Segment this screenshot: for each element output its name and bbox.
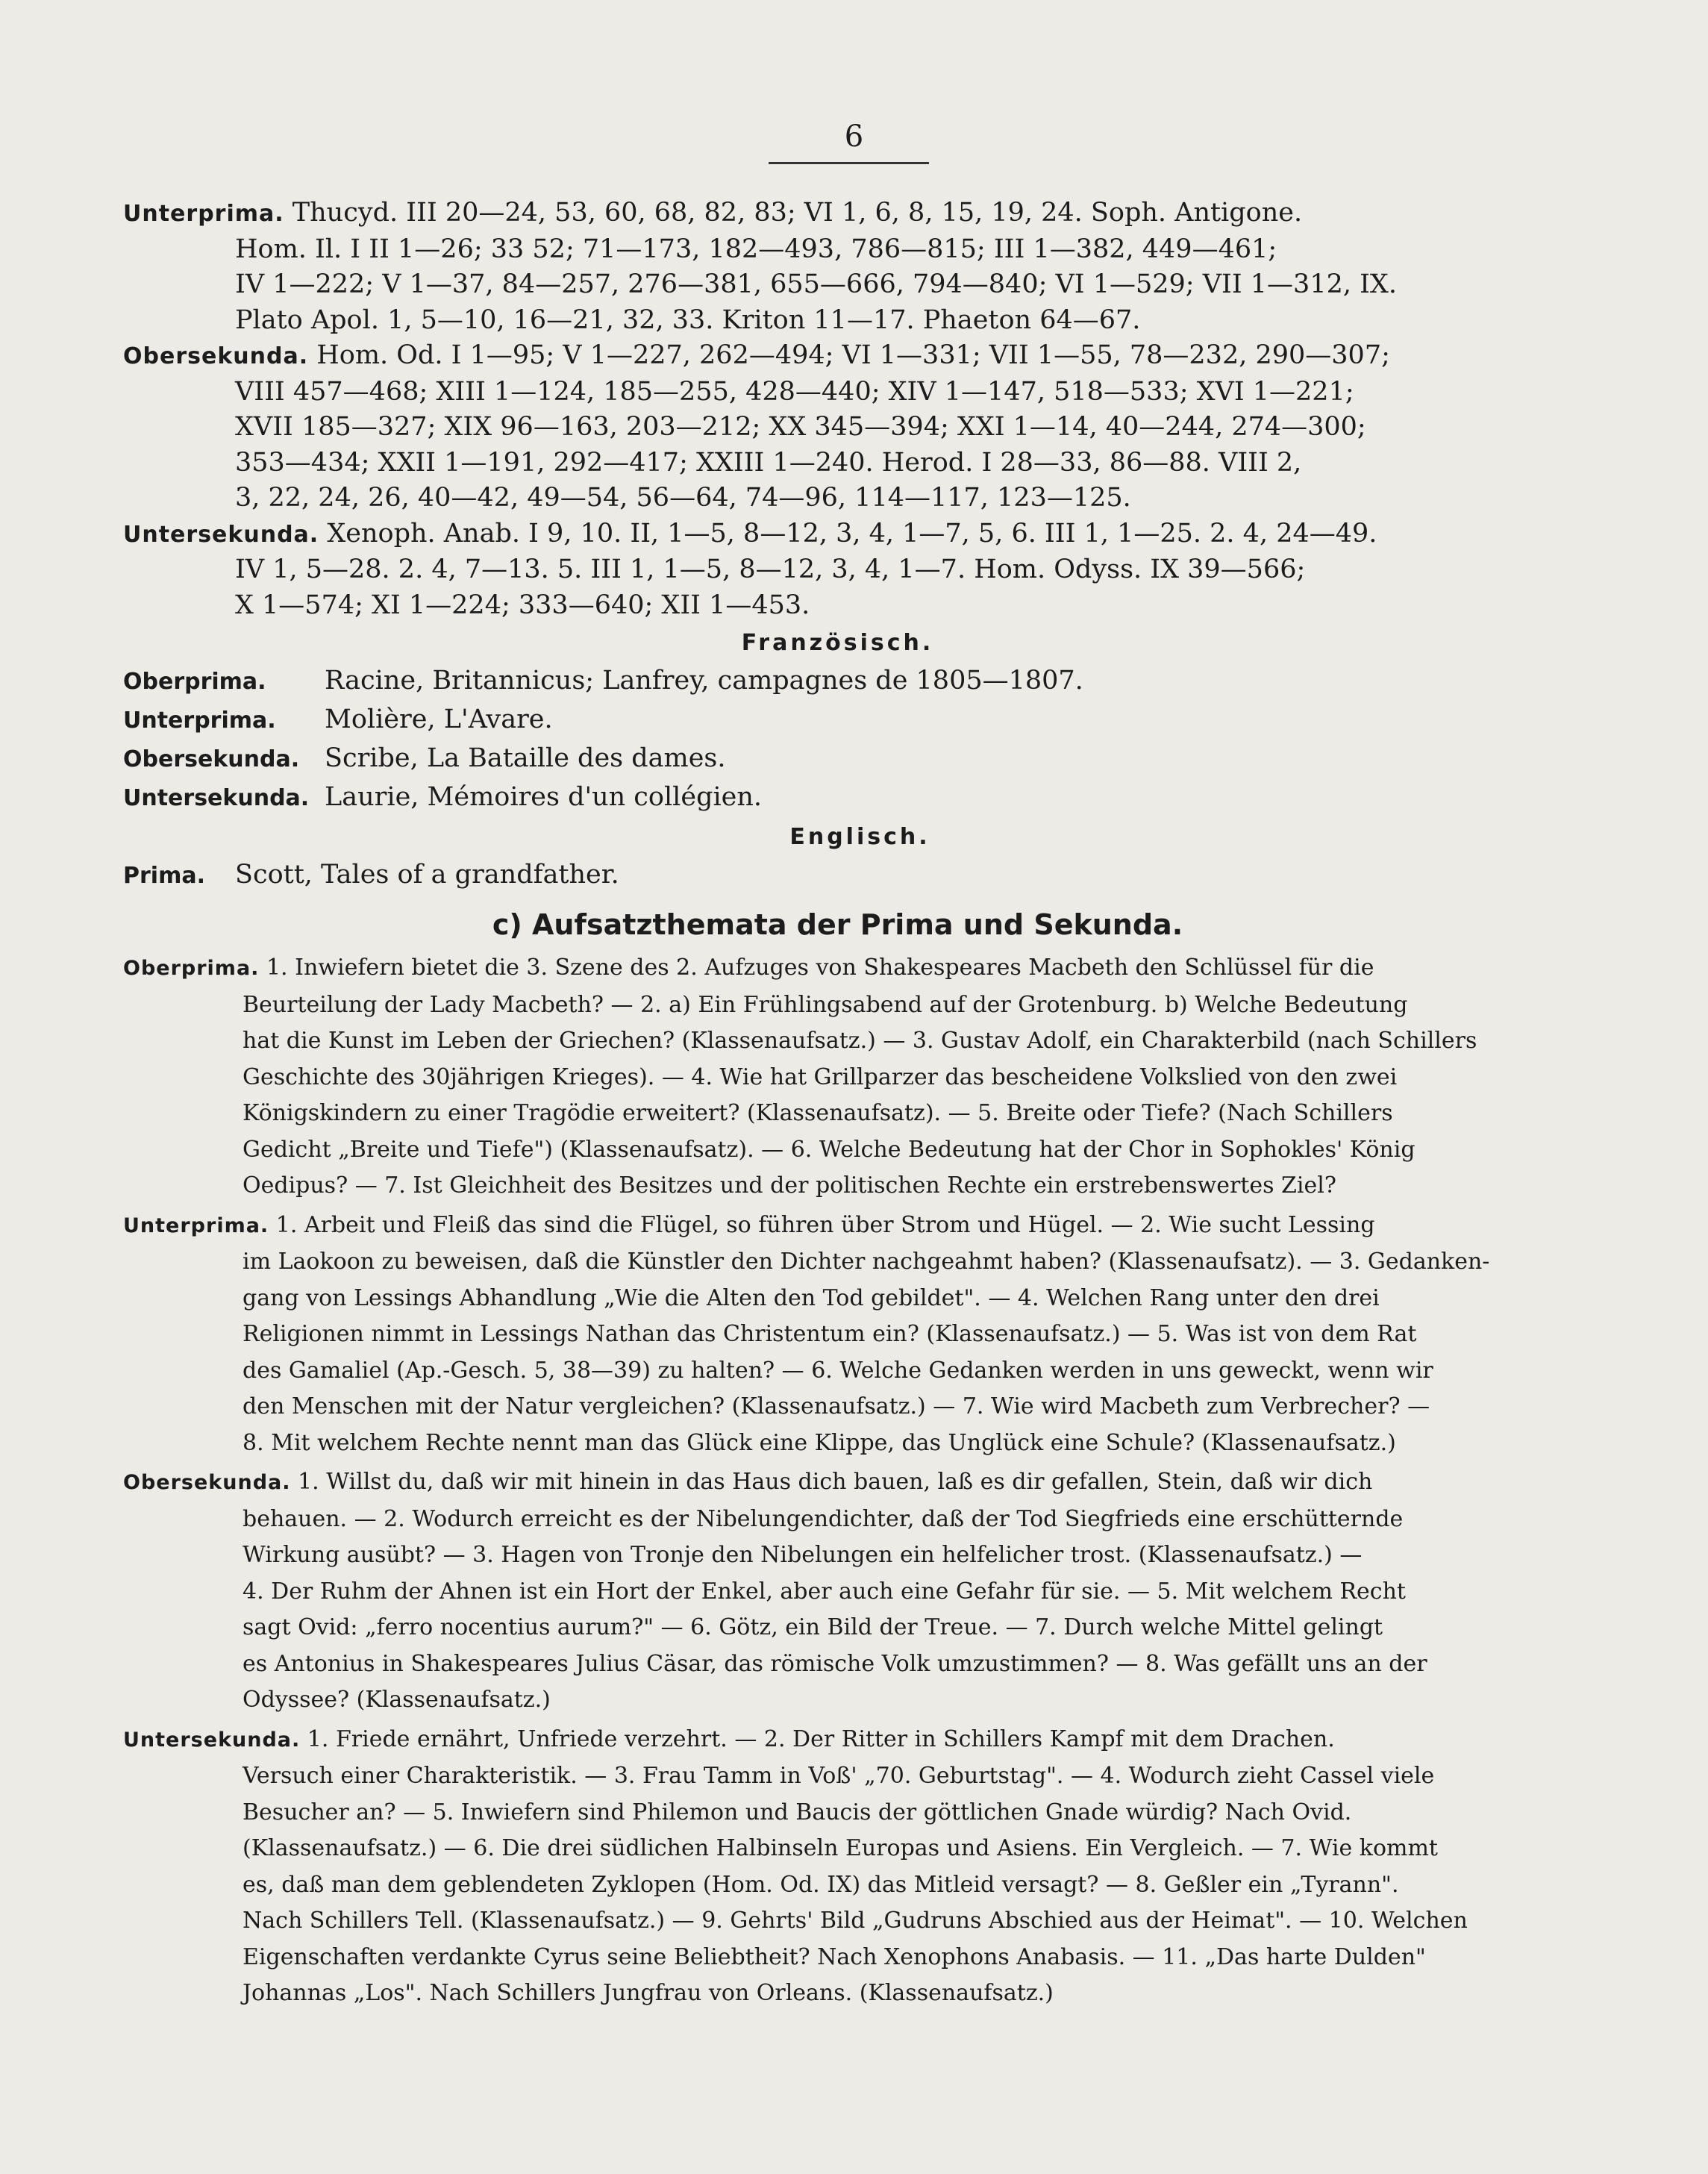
essay-line: des Gamaliel (Ap.-Gesch. 5, 38—39) zu halten? — 6. Welche Gedanken werden in uns geweckt, wenn wir xyxy=(243,1357,1433,1384)
essay-entry xyxy=(123,1464,1552,1719)
class-label: Oberprima. xyxy=(123,669,266,695)
reading-text: Laurie, Mémoires d'un collégien. xyxy=(325,782,763,812)
essay-line: Beurteilung der Lady Macbeth? — 2. a) Ein Frühlingsabend auf der Grotenburg. b) Welche Bedeutung xyxy=(243,991,1408,1018)
reading-text: X 1—574; XI 1—224; 333—640; XII 1—453. xyxy=(235,590,810,620)
greek-readings xyxy=(123,196,1552,623)
essay-line: den Menschen mit der Natur vergleichen? (Klassenaufsatz.) — 7. Wie wird Macbeth zum Verbrecher? — xyxy=(243,1393,1430,1419)
essay-line: im Laokoon zu beweisen, daß die Künstler den Dichter nachgeahmt haben? (Klassenaufsatz). — 3. Gedanken- xyxy=(243,1249,1490,1275)
reading-text: Molière, L'Avare. xyxy=(325,705,553,734)
essay-text: 1. Willst du, daß wir mit hinein in das Haus dich bauen, laß es dir gefallen, Stein, daß wir dich xyxy=(290,1469,1373,1495)
essay-entry xyxy=(123,1722,1552,2012)
essay-line: Versuch einer Charakteristik. — 3. Frau Tamm in Voß' „70. Geburtstag". — 4. Wodurch zieht Cassel viele xyxy=(243,1763,1435,1789)
essay-line xyxy=(123,1722,1552,1759)
essay-line: Nach Schillers Tell. (Klassenaufsatz.) — 9. Gehrts' Bild „Gudruns Abschied aus der Heimat". — 10. Welchen xyxy=(243,1908,1468,1934)
french-item xyxy=(123,701,1552,740)
essay-line: 8. Mit welchem Rechte nennt man das Glück eine Klippe, das Unglück eine Schule? (Klassenaufsatz.) xyxy=(243,1429,1396,1456)
reading-text: XVII 185—327; XIX 96—163, 203—212; XX 345—394; XXI 1—14, 40—244, 274—300; xyxy=(235,412,1366,442)
essay-line xyxy=(123,1208,1552,1245)
class-label: Unterprima. xyxy=(123,1213,269,1237)
class-label: Obersekunda. xyxy=(123,1471,291,1494)
essay-line: Königskindern zu einer Tragödie erweitert? (Klassenaufsatz). — 5. Breite oder Tiefe? (Nach Schillers xyxy=(243,1100,1393,1126)
class-label: Untersekunda. xyxy=(123,521,319,548)
essay-line: behauen. — 2. Wodurch erreicht es der Nibelungendichter, daß der Tod Siegfrieds eine erschütternde xyxy=(243,1505,1404,1532)
reading-text: Hom. Od. I 1—95; V 1—227, 262—494; VI 1—331; VII 1—55, 78—232, 290—307; xyxy=(316,340,1390,370)
essay-line: gang von Lessings Abhandlung „Wie die Alten den Tod gebildet". — 4. Welchen Rang unter den drei xyxy=(243,1284,1380,1311)
english-heading: Englisch. xyxy=(789,824,930,850)
essay-line: sagt Ovid: „ferro nocentius aurum?" — 6. Götz, ein Bild der Treue. — 7. Durch welche Mittel gelingt xyxy=(243,1614,1383,1640)
essay-line: Odyssee? (Klassenaufsatz.) xyxy=(243,1687,551,1713)
essay-line: Besucher an? — 5. Inwiefern sind Philemon und Baucis der göttlichen Gnade würdig? Nach Ovid. xyxy=(243,1799,1352,1825)
french-heading: Französisch. xyxy=(741,630,934,656)
reading-text: Scribe, La Bataille des dames. xyxy=(325,743,726,773)
essay-line: Geschichte des 30jährigen Krieges). — 4. Wie hat Grillparzer das bescheidene Volkslied von den zwei xyxy=(243,1063,1398,1090)
essay-line: Eigenschaften verdankte Cyrus seine Beliebtheit? Nach Xenophons Anabasis. — 11. „Das harte Dulden" xyxy=(243,1943,1426,1970)
reading-entry xyxy=(123,196,1552,338)
essay-entry xyxy=(123,950,1552,1205)
reading-text: IV 1—222; V 1—37, 84—257, 276—381, 655—666, 794—840; VI 1—529; VII 1—312, IX. xyxy=(235,269,1397,299)
french-item xyxy=(123,662,1552,701)
class-label: Prima. xyxy=(123,863,205,889)
essay-text: 1. Inwiefern bietet die 3. Szene des 2. Aufzuges von Shakespeares Macbeth den Schlüssel für die xyxy=(259,955,1374,981)
essay-line: (Klassenaufsatz.) — 6. Die drei südlichen Halbinseln Europas und Asiens. Ein Vergleich. — 7. Wie kommt xyxy=(243,1835,1438,1861)
reading-text: VIII 457—468; XIII 1—124, 185—255, 428—440; XIV 1—147, 518—533; XVI 1—221; xyxy=(235,376,1354,407)
essay-line xyxy=(123,1464,1552,1502)
reading-text: 3, 22, 24, 26, 40—42, 49—54, 56—64, 74—96, 114—117, 123—125. xyxy=(235,483,1131,513)
class-label: Obersekunda. xyxy=(123,746,300,772)
english-item xyxy=(123,856,1552,895)
essay-text: 1. Friede ernährt, Unfriede verzehrt. — 2. Der Ritter in Schillers Kampf mit dem Drachen. xyxy=(300,1725,1335,1752)
class-label: Unterprima. xyxy=(123,201,284,227)
essays-section-title: c) Aufsatzthemata der Prima und Sekunda. xyxy=(492,908,1183,941)
reading-entry xyxy=(123,338,1552,516)
essay-text: 1. Arbeit und Fleiß das sind die Flügel, so führen über Strom und Hügel. — 2. Wie sucht Lessing xyxy=(269,1211,1375,1238)
reading-text: IV 1, 5—28. 2. 4, 7—13. 5. III 1, 1—5, 8—12, 3, 4, 1—7. Hom. Odyss. IX 39—566; xyxy=(235,555,1306,584)
reading-text: Racine, Britannicus; Lanfrey, campagnes de 1805—1807. xyxy=(325,666,1083,696)
page-content xyxy=(123,196,1552,2015)
essay-line: Gedicht „Breite und Tiefe") (Klassenaufsatz). — 6. Welche Bedeutung hat der Chor in Sophokles' König xyxy=(243,1136,1415,1163)
reading-entry xyxy=(123,516,1552,624)
class-label: Unterprima. xyxy=(123,708,276,734)
reading-text: 353—434; XXII 1—191, 292—417; XXIII 1—240. Herod. I 28—33, 86—88. VIII 2, xyxy=(235,447,1302,478)
french-readings xyxy=(123,625,1552,817)
class-label: Oberprima. xyxy=(123,957,260,980)
essay-line: hat die Kunst im Leben der Griechen? (Klassenaufsatz.) — 3. Gustav Adolf, ein Charakterbild (nach Schillers xyxy=(243,1028,1477,1054)
essay-line: Johannas „Los". Nach Schillers Jungfrau von Orleans. (Klassenaufsatz.) xyxy=(243,1980,1054,2006)
essay-line: 4. Der Ruhm der Ahnen ist ein Hort der Enkel, aber auch eine Gefahr für sie. — 5. Mit welchem Recht xyxy=(243,1578,1406,1605)
essay-entry xyxy=(123,1208,1552,1462)
reading-text: Thucyd. III 20—24, 53, 60, 68, 82, 83; VI 1, 6, 8, 15, 19, 24. Soph. Antigone. xyxy=(292,198,1303,228)
class-label: Untersekunda. xyxy=(123,1728,301,1752)
reading-text: Hom. Il. I II 1—26; 33 52; 71—173, 182—493, 786—815; III 1—382, 449—461; xyxy=(235,234,1277,264)
french-item xyxy=(123,778,1552,817)
page-number-rule xyxy=(769,162,929,164)
essay-line: Religionen nimmt in Lessings Nathan das Christentum ein? (Klassenaufsatz.) — 5. Was ist von dem Rat xyxy=(243,1321,1417,1347)
page-number: 6 xyxy=(844,119,864,154)
french-item xyxy=(123,740,1552,778)
class-label: Untersekunda. xyxy=(123,785,310,811)
essay-line: es Antonius in Shakespeares Julius Cäsar, das römische Volk umzustimmen? — 8. Was gefällt uns an der xyxy=(243,1650,1427,1677)
reading-text: Plato Apol. 1, 5—10, 16—21, 32, 33. Kriton 11—17. Phaeton 64—67. xyxy=(235,304,1141,335)
essay-line xyxy=(123,950,1552,987)
class-label: Obersekunda. xyxy=(123,343,309,369)
english-readings xyxy=(123,819,1552,895)
essay-line: Wirkung ausübt? — 3. Hagen von Tronje den Nibelungen ein helfelicher trost. (Klassenaufsatz.) — xyxy=(243,1542,1363,1568)
reading-text: Scott, Tales of a grandfather. xyxy=(235,860,619,890)
essay-line: Oedipus? — 7. Ist Gleichheit des Besitzes und der politischen Rechte ein erstrebenswertes Ziel? xyxy=(243,1172,1336,1199)
reading-text: Xenoph. Anab. I 9, 10. II, 1—5, 8—12, 3, 4, 1—7, 5, 6. III 1, 1—25. 2. 4, 24—49. xyxy=(327,518,1377,549)
essay-line: es, daß man dem geblendeten Zyklopen (Hom. Od. IX) das Mitleid versagt? — 8. Geßler ein „Tyrann". xyxy=(243,1871,1399,1898)
essay-topics xyxy=(123,950,1552,2012)
